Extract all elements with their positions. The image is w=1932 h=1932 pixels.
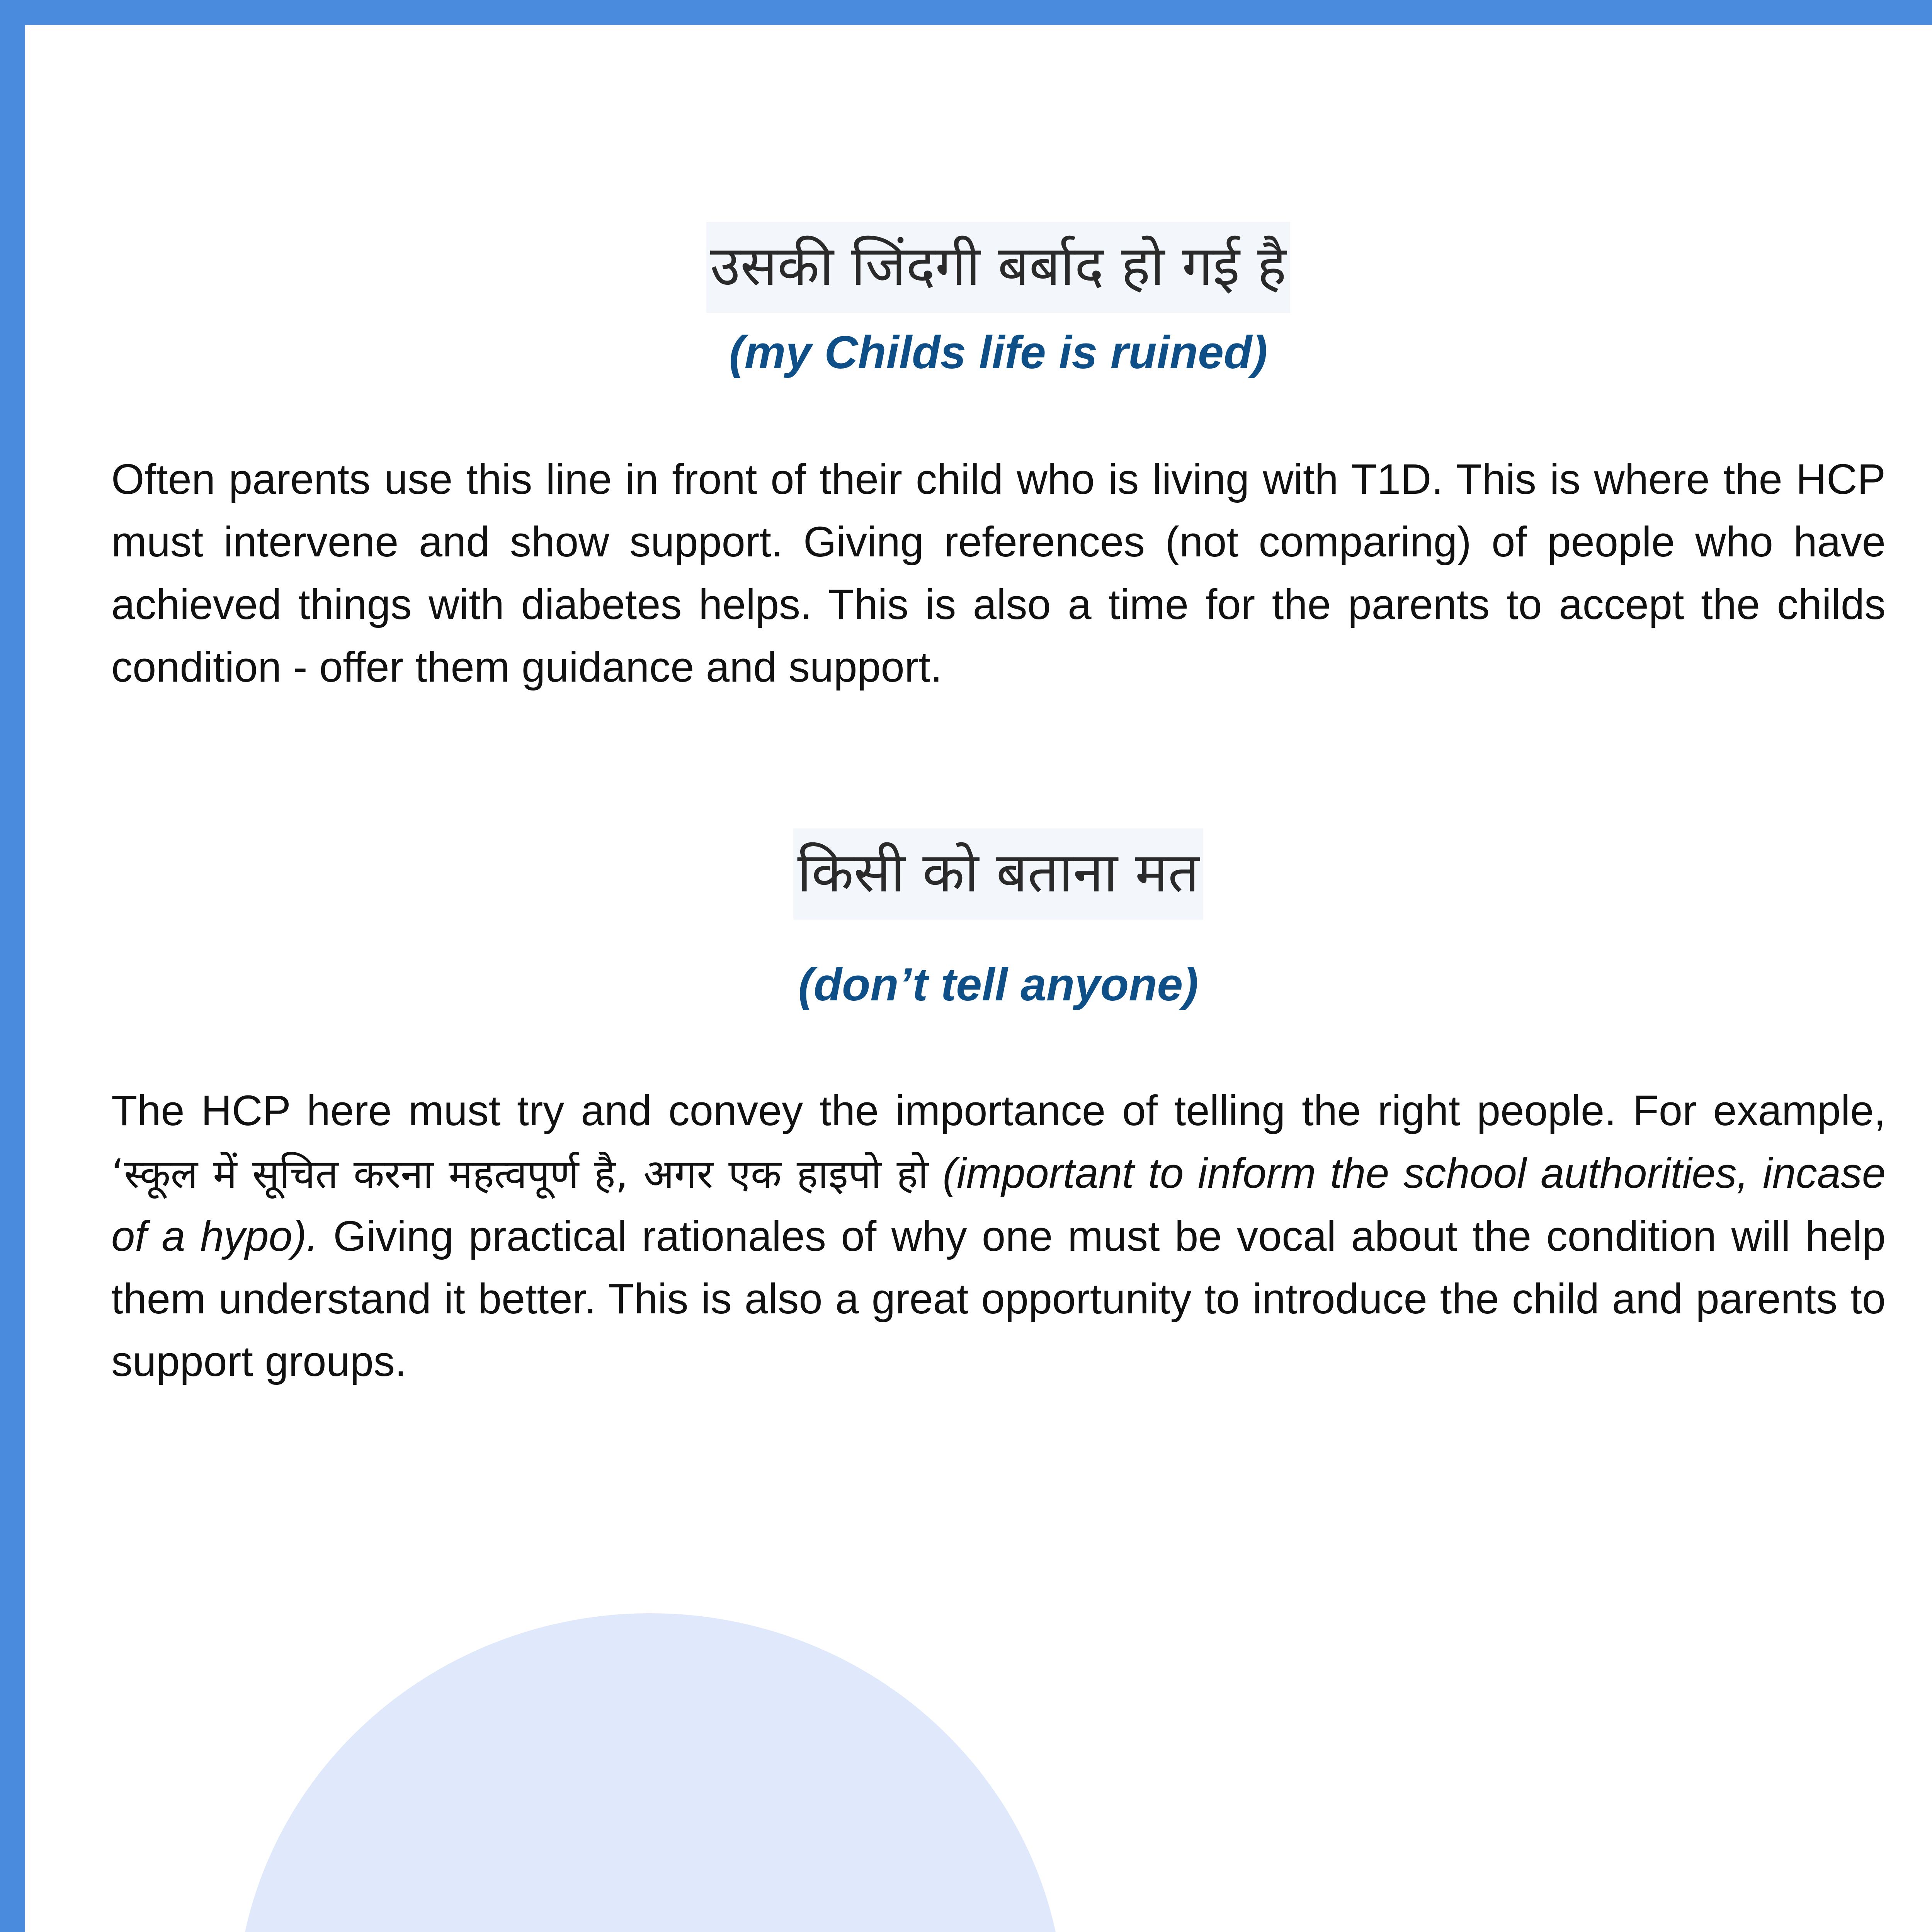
- section2-english-title: (don’t tell anyone): [798, 959, 1199, 1010]
- section2-paragraph: [111, 1080, 1886, 1393]
- section1-hindi-title: उसकी जिंदगी बर्बाद हो गई है: [706, 222, 1290, 313]
- section2-paragraph-rest: Giving practical rationales of why one must be vocal about the condition will help them understand it better. This is also a great opportunity to introduce the child and parents to support groups.: [111, 1213, 1886, 1385]
- section2-subheading: [0, 961, 1932, 1008]
- section2-hindi-title: किसी को बताना मत: [793, 828, 1203, 920]
- section2-paragraph-hindi-quote: ‘स्कूल में सूचित करना महत्वपूर्ण है, अगर एक हाइपो हो: [111, 1150, 929, 1197]
- section1-english-title: (my Childs life is ruined): [729, 327, 1268, 378]
- section2-paragraph-intro: The HCP here must try and convey the importance of telling the right people. For example,: [111, 1087, 1886, 1134]
- section2-paragraph-translation: (important to inform the school authorities, incase of a hypo).: [111, 1150, 1886, 1260]
- section1-paragraph: Often parents use this line in front of their child who is living with T1D. This is where the HCP must intervene and show support. Giving references (not comparing) of people who have achieved things with diabetes helps. This is also a time for the parents to accept the childs condition - offer them guidance and support.: [111, 456, 1886, 691]
- section1-subheading: [0, 329, 1932, 376]
- section2-heading: [0, 828, 1932, 920]
- section1-heading: [0, 222, 1932, 313]
